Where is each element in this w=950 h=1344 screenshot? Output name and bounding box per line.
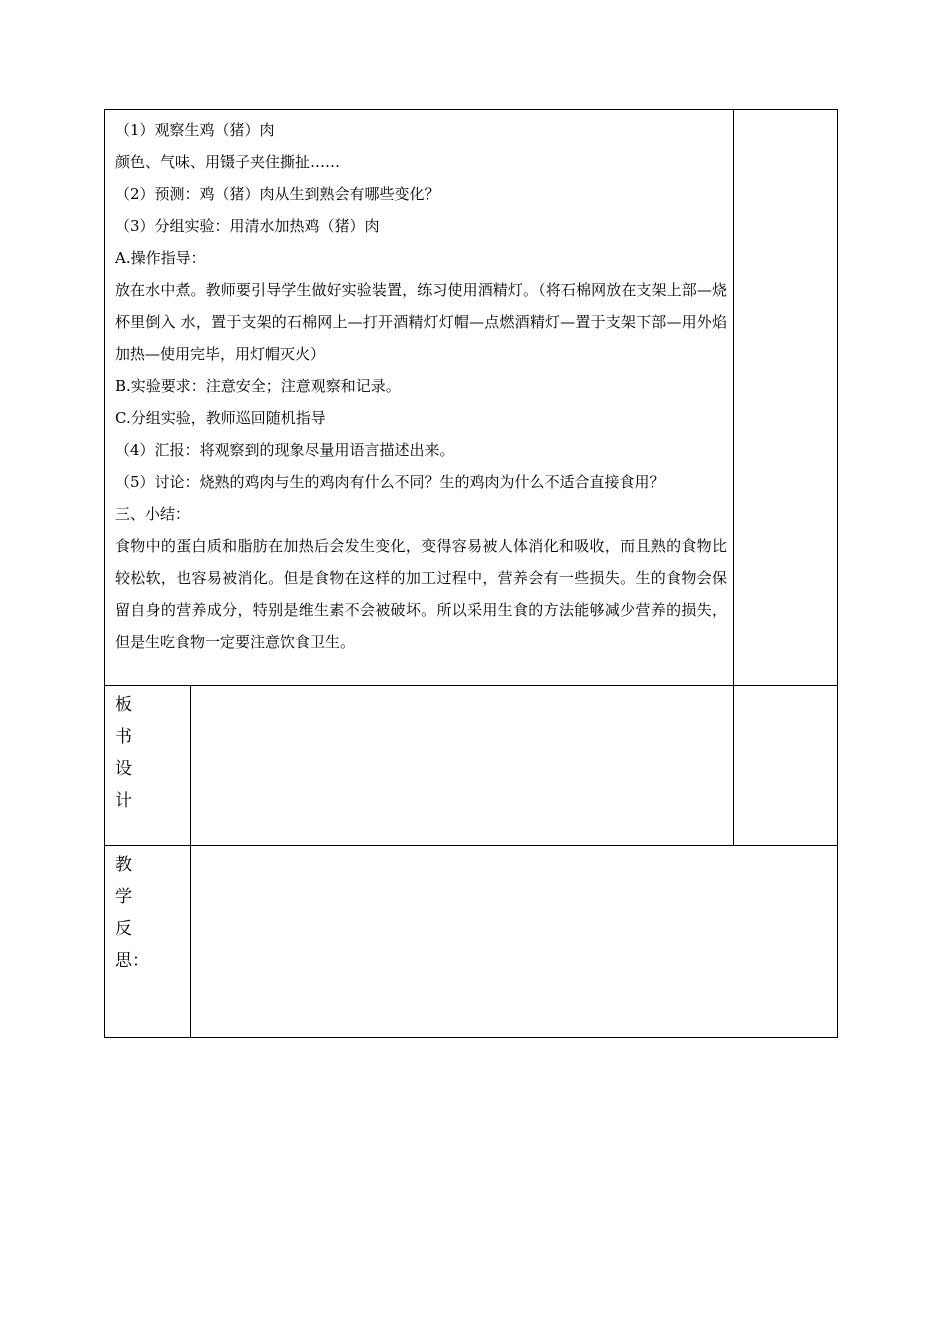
board-design-label-char: 板 <box>115 695 132 715</box>
board-design-label-char: 计 <box>115 791 132 811</box>
teaching-process-cell <box>104 109 734 686</box>
teaching-process-text <box>115 114 727 658</box>
side-notes-cell-2 <box>733 685 838 846</box>
process-line-5: A.操作指导： <box>115 249 206 267</box>
process-line-9: （5）讨论：烧熟的鸡肉与生的鸡肉有什么不同？生的鸡肉为什么不适合直接食用？ <box>115 473 665 491</box>
process-line-4: （3）分组实验：用清水加热鸡（猪）肉 <box>115 217 380 235</box>
process-line-1: （1）观察生鸡（猪）肉 <box>115 121 275 139</box>
reflection-label-char: 思： <box>115 951 149 971</box>
side-notes-cell-1 <box>733 109 838 686</box>
process-line-8: （4）汇报：将观察到的现象尽量用语言描述出来。 <box>115 441 455 459</box>
board-design-label <box>115 689 155 817</box>
reflection-label <box>115 849 155 977</box>
board-design-content-cell <box>190 685 734 846</box>
board-design-label-char: 设 <box>115 759 132 779</box>
summary-paragraph: 食物中的蛋白质和脂肪在加热后会发生变化，变得容易被人体消化和吸收，而且熟的食物比较松软，也容易被消化。但是食物在这样的加工过程中，营养会有一些损失。生的食物会保留自身的营养成分，特别是维生素不会被破坏。所以采用生食的方法能够减少营养的损失，但是生吃食物一定要注意饮食卫生。 <box>115 537 727 651</box>
reflection-label-cell <box>104 845 191 1038</box>
board-design-label-char: 书 <box>115 727 132 747</box>
reflection-label-char: 反 <box>115 919 132 939</box>
operation-paragraph: 放在水中煮。教师要引导学生做好实验装置，练习使用酒精灯。（将石棉网放在支架上部—烧杯里倒入 水，置于支架的石棉网上—打开酒精灯灯帽—点燃酒精灯—置于支架下部—用外焰加热—使用完毕，用灯帽灭火） <box>115 281 727 363</box>
process-line-7: C.分组实验，教师巡回随机指导 <box>115 409 326 427</box>
process-line-3: （2）预测：鸡（猪）肉从生到熟会有哪些变化？ <box>115 185 440 203</box>
process-line-2: 颜色、气味、用镊子夹住撕扯…… <box>115 153 341 171</box>
reflection-label-char: 学 <box>115 887 132 907</box>
process-line-6: B.实验要求：注意安全；注意观察和记录。 <box>115 377 401 395</box>
process-line-10: 三、小结： <box>115 505 191 523</box>
board-design-label-cell <box>104 685 191 846</box>
reflection-content-cell <box>190 845 838 1038</box>
reflection-label-char: 教 <box>115 855 132 875</box>
